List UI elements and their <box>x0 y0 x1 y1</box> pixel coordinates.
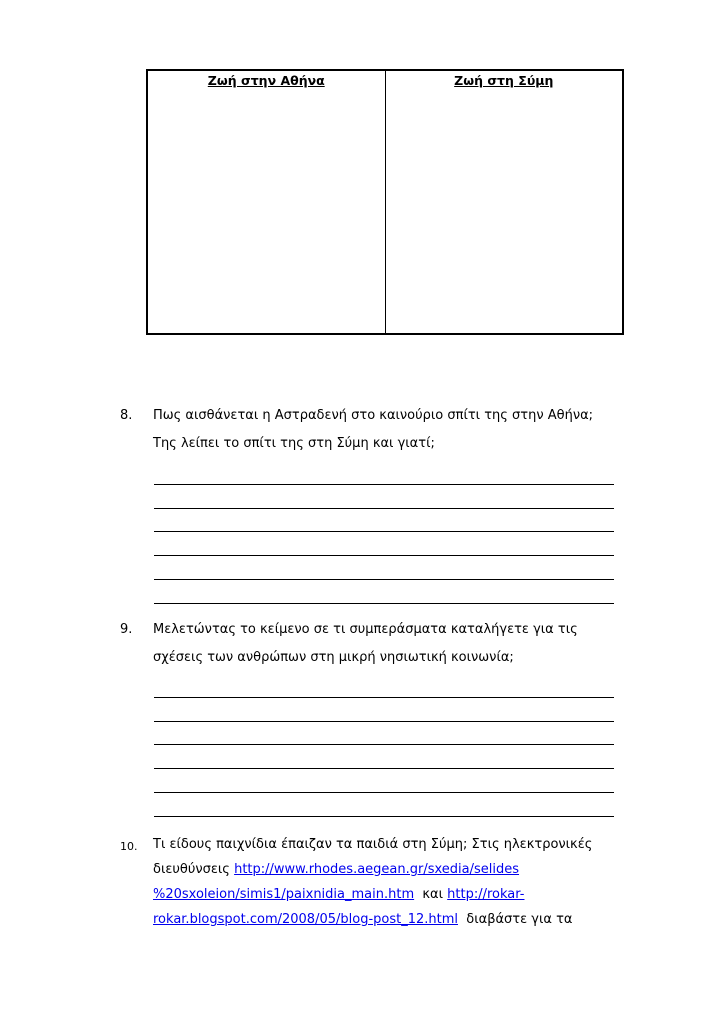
comparison-table <box>146 69 624 335</box>
question-number: 9. <box>120 622 133 637</box>
symi-column <box>385 71 623 333</box>
athens-column <box>148 71 385 333</box>
question-text-line <box>153 862 519 877</box>
question-text-line <box>153 912 572 927</box>
question-text-line: Μελετώντας το κείμενο σε τι συμπεράσματα καταλήγετε για τις <box>153 622 578 637</box>
text-fragment: διαβάστε για τα <box>466 912 573 927</box>
question-text-line <box>153 887 524 902</box>
answer-line[interactable] <box>154 484 614 485</box>
answer-line[interactable] <box>154 579 614 580</box>
link-rhodes-aegean[interactable]: http://www.rhodes.aegean.gr/sxedia/selides <box>234 862 520 877</box>
answer-line[interactable] <box>154 697 614 698</box>
answer-line[interactable] <box>154 508 614 509</box>
question-number: 8. <box>120 408 133 423</box>
text-fragment: διευθύνσεις <box>153 862 235 877</box>
symi-column-header: Ζωή στη Σύμη <box>454 73 554 88</box>
answer-line[interactable] <box>154 555 614 556</box>
link-rokar-blog-cont[interactable]: rokar.blogspot.com/2008/05/blog-post_12.html <box>153 912 458 927</box>
answer-line[interactable] <box>154 603 614 604</box>
answer-line[interactable] <box>154 531 614 532</box>
question-text-line: σχέσεις των ανθρώπων στη μικρή νησιωτική κοινωνία; <box>153 650 514 665</box>
answer-line[interactable] <box>154 768 614 769</box>
link-rhodes-aegean-cont[interactable]: %20sxoleion/simis1/paixnidia_main.htm <box>153 887 415 902</box>
answer-line[interactable] <box>154 816 614 817</box>
answer-line[interactable] <box>154 744 614 745</box>
question-text-line: Της λείπει το σπίτι της στη Σύμη και γιατί; <box>153 436 435 451</box>
athens-column-header: Ζωή στην Αθήνα <box>207 73 325 88</box>
text-fragment: και <box>422 887 444 902</box>
answer-line[interactable] <box>154 721 614 722</box>
question-text-line: Πως αισθάνεται η Αστραδενή στο καινούριο σπίτι της στην Αθήνα; <box>153 408 594 423</box>
link-rokar-blog[interactable]: http://rokar- <box>447 887 525 902</box>
answer-line[interactable] <box>154 792 614 793</box>
question-text-line: Τι είδους παιχνίδια έπαιζαν τα παιδιά στη Σύμη; Στις ηλεκτρονικές <box>153 837 593 852</box>
question-number: 10. <box>120 840 138 853</box>
